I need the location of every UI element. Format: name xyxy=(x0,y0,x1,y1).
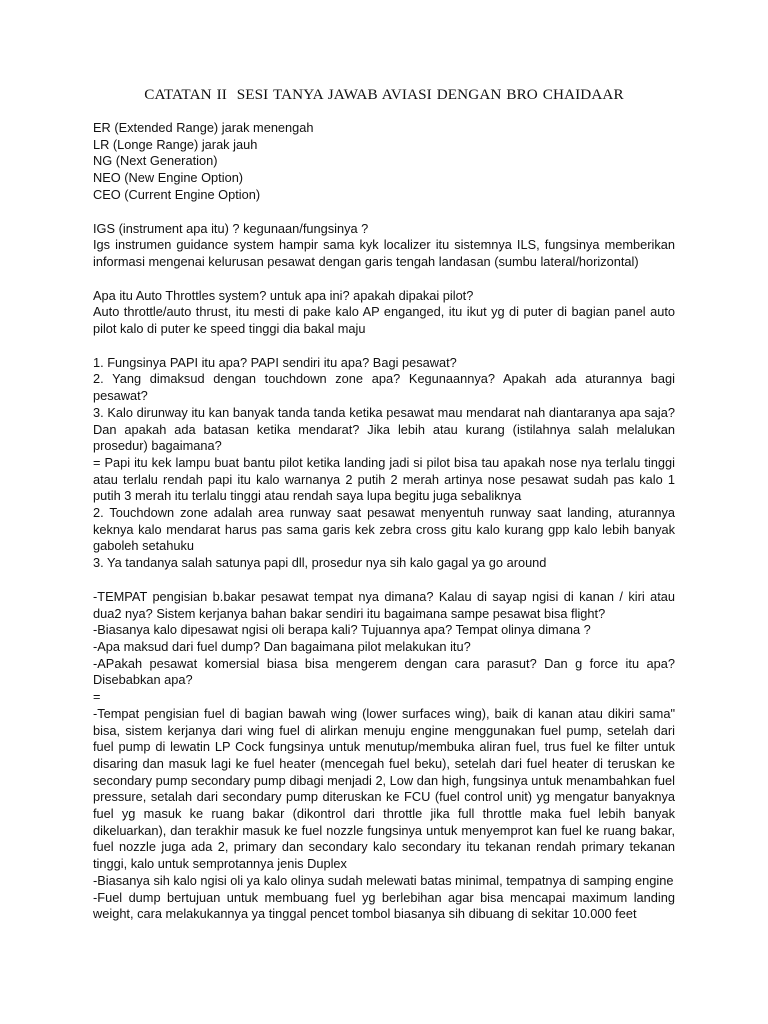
fuel-question-1: -TEMPAT pengisian b.bakar pesawat tempat nya dimana? Kalau di sayap ngisi di kanan / kiri atau dua2 nya? Sistem kerjanya bahan bakar sendiri itu bagaimana sampe pesawat bisa flight? xyxy=(93,588,675,621)
definition-lr: LR (Longe Range) jarak jauh xyxy=(93,136,258,152)
igs-section xyxy=(93,221,675,271)
fuel-question-3: -Apa maksud dari fuel dump? Dan bagaimana pilot melakukan itu? xyxy=(93,638,471,654)
fuel-section xyxy=(93,589,675,923)
papi-answer-1: = Papi itu kek lampu buat bantu pilot ketika landing jadi si pilot bisa tau apakah nose nya terlalu tinggi atau terlalu rendah papi itu kalo warnanya 2 putih 2 merah artinya nose pesawat sudah pas kalo 1 putih 3 merah itu terlalu tinggi atau rendah saya lupa begitu juga sebaliknya xyxy=(93,454,675,504)
fuel-answer-1: -Tempat pengisian fuel di bagian bawah wing (lower surfaces wing), baik di kanan atau dikiri sama" bisa, sistem kerjanya dari wing fuel di alirkan menuju engine menggunakan fuel pump, setelah dari fuel pump di lewatin LP Cock fungsinya untuk menutup/membuka aliran fuel, trus fuel ke filter untuk disaring dan masuk lagi ke fuel heater (mencegah fuel beku), setelah dari fuel heater di teruskan ke secondary pump secondary pump dibagi menjadi 2, Low dan high, fungsinya untuk menambahkan fuel pressure, setalah dari secondary pump diteruskan ke FCU (fuel control unit) yg mengatur banyaknya fuel yg masuk ke ruang bakar (dikontrol dari throttle jika full throttle maka fuel lebih banyak dikeluarkan), dan terakhir masuk ke fuel nozzle fungsinya untuk menyemprot kan fuel ke ruang bakar, fuel nozzle juga ada 2, primary dan secondary kalo secondary itu tekanan rendah primary tekanan tinggi, kalo untuk semprotannya jenis Duplex xyxy=(93,705,675,872)
answer-separator: = xyxy=(93,689,101,705)
fuel-answer-3: -Fuel dump bertujuan untuk membuang fuel yg berlebihan agar bisa mencapai maximum landing weight, cara melakukannya ya tinggal pencet tombol biasanya sih dibuang di sekitar 10.000 feet xyxy=(93,889,675,922)
papi-answer-2: 2. Touchdown zone adalah area runway saat pesawat menyentuh runway saat landing, aturannya keknya kalo mendarat harus pas sama garis kek zebra cross gitu kalo kurang gpp kalo lebih banyak gaboleh setahuku xyxy=(93,505,675,554)
papi-question-2: 2. Yang dimaksud dengan touchdown zone apa? Kegunaannya? Apakah ada aturannya bagi pesawat? xyxy=(93,371,675,404)
fuel-question-2: -Biasanya kalo dipesawat ngisi oli berapa kali? Tujuannya apa? Tempat olinya dimana ? xyxy=(93,622,591,638)
definitions-section xyxy=(93,120,675,204)
autothrottle-section xyxy=(93,288,675,338)
document-title: CATATAN II SESI TANYA JAWAB AVIASI DENGAN BRO CHAIDAAR xyxy=(144,86,624,103)
definition-ng: NG (Next Generation) xyxy=(93,153,218,169)
autothrottle-answer: Auto throttle/auto thrust, itu mesti di pake kalo AP enganged, itu ikut yg di puter di bagian panel auto pilot kalo di puter ke speed tinggi dia bakal maju xyxy=(93,304,675,337)
fuel-question-4: -APakah pesawat komersial biasa bisa mengerem dengan cara parasut? Dan g force itu apa? Disebabkan apa? xyxy=(93,655,675,688)
definition-er: ER (Extended Range) jarak menengah xyxy=(93,120,314,135)
papi-question-1: 1. Fungsinya PAPI itu apa? PAPI sendiri itu apa? Bagi pesawat? xyxy=(93,354,457,370)
igs-answer: Igs instrumen guidance system hampir sama kyk localizer itu sistemnya ILS, fungsinya memberikan informasi mengenai kelurusan pesawat dengan garis tengah landasan (sumbu lateral/horizontal) xyxy=(93,237,675,269)
definition-ceo: CEO (Current Engine Option) xyxy=(93,186,261,202)
autothrottle-question: Apa itu Auto Throttles system? untuk apa ini? apakah dipakai pilot? xyxy=(93,287,474,303)
igs-question: IGS (instrument apa itu) ? kegunaan/fungsinya ? xyxy=(93,220,369,236)
fuel-answer-2: -Biasanya sih kalo ngisi oli ya kalo olinya sudah melewati batas minimal, tempatnya di samping engine xyxy=(93,872,674,888)
definition-neo: NEO (New Engine Option) xyxy=(93,170,244,186)
papi-answer-3: 3. Ya tandanya salah satunya papi dll, prosedur nya sih kalo gagal ya go around xyxy=(93,555,547,571)
papi-question-3: 3. Kalo dirunway itu kan banyak tanda tanda ketika pesawat mau mendarat nah diantaranya apa saja? Dan apakah ada batasan ketika mendarat? Jika lebih atau kurang (istilahnya salah melalukan prosedur) bagaimana? xyxy=(93,404,675,454)
papi-section xyxy=(93,355,675,572)
